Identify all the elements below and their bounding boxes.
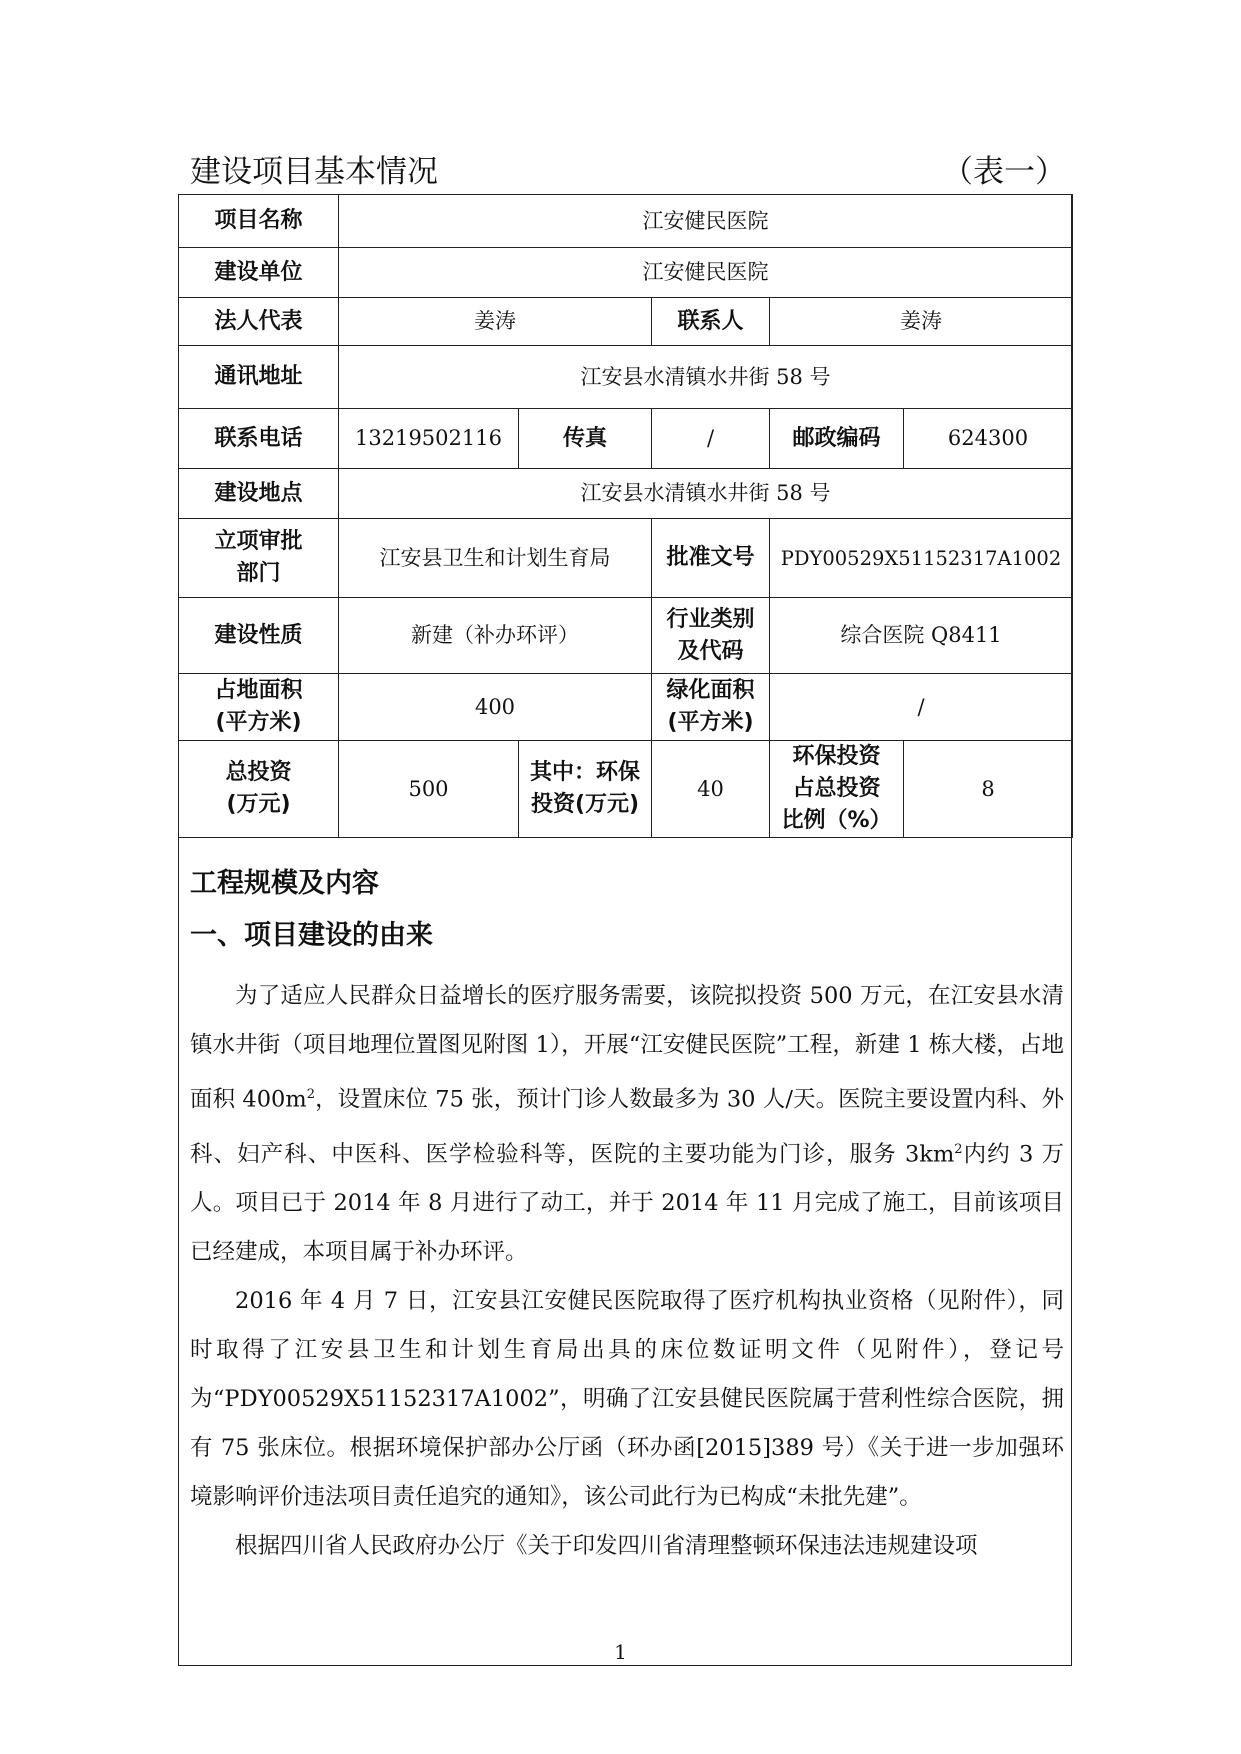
ratio-value: 8 — [904, 741, 1073, 838]
table-row — [179, 598, 1073, 674]
green-label-line2: (平方米) — [667, 710, 754, 735]
green-label — [652, 674, 770, 741]
subsection-title: 一、项目建设的由来 — [190, 920, 433, 951]
legal-rep-value: 姜涛 — [339, 298, 652, 346]
approval-dept-label-line2: 部门 — [236, 561, 281, 586]
phone-label: 联系电话 — [179, 409, 339, 469]
contact-value: 姜涛 — [770, 298, 1073, 346]
ratio-label — [770, 741, 904, 838]
table-row — [179, 741, 1073, 838]
area-label — [179, 674, 339, 741]
builder-label: 建设单位 — [179, 248, 339, 298]
legal-rep-label: 法人代表 — [179, 298, 339, 346]
paragraph-3: 根据四川省人民政府办公厅《关于印发四川省清理整顿环保违法违规建设项 — [235, 1533, 978, 1559]
page-title: 建设项目基本情况 — [190, 154, 438, 190]
area-label-line1: 占地面积 — [214, 678, 303, 703]
nature-value: 新建（补办环评） — [339, 598, 652, 674]
approval-no-value: PDY00529X51152317A1002 — [770, 519, 1073, 598]
industry-value: 综合医院 Q8411 — [770, 598, 1073, 674]
project-name-value: 江安健民医院 — [339, 195, 1073, 248]
table-tag: （表一） — [942, 154, 1066, 190]
table-row — [179, 248, 1073, 298]
address-label: 通讯地址 — [179, 346, 339, 409]
address-value: 江安县水清镇水井街 58 号 — [339, 346, 1073, 409]
green-label-line1: 绿化面积 — [666, 678, 755, 703]
document-body — [190, 858, 1064, 1571]
table-row — [179, 298, 1073, 346]
table-row — [179, 195, 1073, 248]
superscript: 2 — [954, 1141, 963, 1157]
approval-dept-label-line1: 立项审批 — [214, 529, 303, 554]
paragraph-1-part-a: 为了适应人民群众日益增长的医疗服务需要，该院拟投资 500 万元，在江安县水清镇水井街（项目地理位置图见附图 1），开展“江安健民医院”工程，新建 1 栋大楼，占地面积 400m — [190, 983, 1064, 1113]
env-invest-label-line1: 其中：环保 — [529, 760, 640, 785]
env-invest-value: 40 — [652, 741, 770, 838]
ratio-label-line3: 比例（%） — [781, 808, 892, 833]
industry-label — [652, 598, 770, 674]
project-name-label: 项目名称 — [179, 195, 339, 248]
ratio-label-line1: 环保投资 — [792, 744, 881, 769]
green-value: / — [770, 674, 1073, 741]
postcode-label: 邮政编码 — [770, 409, 904, 469]
nature-label: 建设性质 — [179, 598, 339, 674]
site-value: 江安县水清镇水井街 58 号 — [339, 469, 1073, 519]
superscript: 2 — [306, 1087, 315, 1102]
env-invest-label — [519, 741, 652, 838]
page-heading — [190, 146, 1070, 190]
builder-value: 江安健民医院 — [339, 248, 1073, 298]
paragraph-2: 2016 年 4 月 7 日，江安县江安健民医院取得了医疗机构执业资格（见附件），同时取得了江安县卫生和计划生育局出具的床位数证明文件（见附件），登记号为“PDY00529X51152317A1002”，明确了江安县健民医院属于营利性综合医院，拥有 75 张床位。根据环境保护部办公厅函（环办函[2015]389 号）《关于进一步加强环境影响评价违法项目责任追究的通知》，该公司此行为已构成“未批先建”。 — [190, 1288, 1064, 1510]
invest-value: 500 — [339, 741, 519, 838]
industry-label-line1: 行业类别 — [666, 606, 755, 632]
section-title: 工程规模及内容 — [190, 868, 379, 899]
phone-value: 13219502116 — [339, 409, 519, 469]
table-row — [179, 346, 1073, 409]
approval-no-label: 批准文号 — [652, 519, 770, 598]
fax-label: 传真 — [519, 409, 652, 469]
postcode-value: 624300 — [904, 409, 1073, 469]
invest-label-line1: 总投资 — [225, 760, 292, 785]
table-row — [179, 519, 1073, 598]
invest-label — [179, 741, 339, 838]
industry-label-line2: 及代码 — [677, 638, 744, 664]
env-invest-label-line2: 投资(万元) — [530, 792, 640, 817]
fax-value: / — [652, 409, 770, 469]
project-info-table — [178, 194, 1073, 838]
approval-dept-label — [179, 519, 339, 598]
table-row — [179, 409, 1073, 469]
site-label: 建设地点 — [179, 469, 339, 519]
contact-label: 联系人 — [652, 298, 770, 346]
table-row — [179, 674, 1073, 741]
page-number: 1 — [614, 1640, 627, 1664]
area-value: 400 — [339, 674, 652, 741]
area-label-line2: (平方米) — [215, 710, 302, 735]
ratio-label-line2: 占总投资 — [792, 776, 881, 801]
paragraph-1-part-c: 内约 3 万人。项目已于 2014 年 8 月进行了动工，并于 2014 年 11 月完成了施工，目前该项目已经建成，本项目属于补办环评。 — [190, 1141, 1064, 1265]
paragraph-1 — [190, 972, 1064, 1277]
table-row — [179, 469, 1073, 519]
paragraph-1-part-b: ，设置床位 75 张，预计门诊人数最多为 30 人/天。医院主要设置内科、外科、妇产科、中医科、医学检验科等，医院的主要功能为门诊，服务 3km — [190, 1086, 1064, 1167]
approval-dept-value: 江安县卫生和计划生育局 — [339, 519, 652, 598]
invest-label-line2: (万元) — [226, 792, 291, 817]
